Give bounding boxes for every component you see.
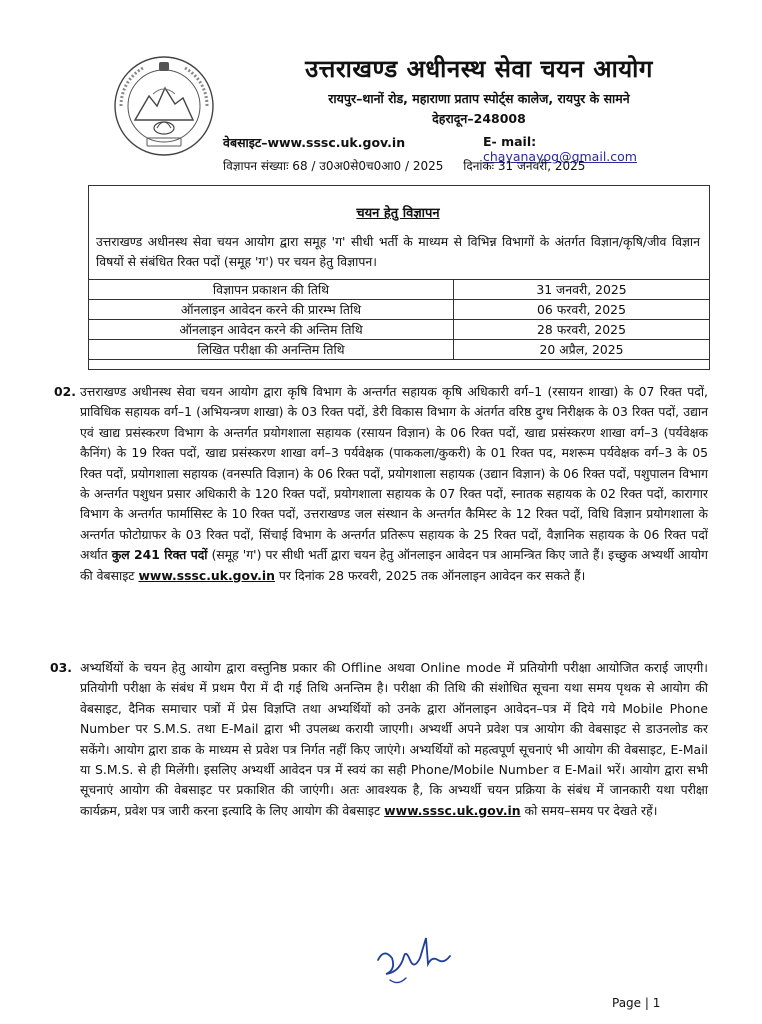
paragraph-02-text-c: पर दिनांक 28 फरवरी, 2025 तक ऑनलाइन आवेदन कर सकते हैं। [274,567,586,583]
important-dates-table [88,279,710,360]
date-value: 31 जनवरी, 2025 [454,280,710,300]
website-link[interactable]: www.sssc.uk.gov.in [384,802,521,818]
page-number: Page | 1 [612,996,661,1010]
address-line-1: रायपुर–थानों रोड, महाराणा प्रताप स्पोर्ट्स कालेज, रायपुर के सामने [328,91,630,106]
date-value: 06 फरवरी, 2025 [454,300,710,320]
paragraph-03-text-a: अभ्यर्थियों के चयन हेतु आयोग द्वारा वस्तुनिष्ठ प्रकार की Offline अथवा Online mode में प्रतियोगी परीक्षा आयोजित कराई जाएगी। प्रतियोगी परीक्षा के संबंध में प्रथम पैरा में दी गई तिथि अनन्तिम है। परीक्षा की तिथि की संशोधित सूचना यथा समय पृथक से आयोग की वेबसाइट, दैनिक समाचार पत्रों में प्रेस विज्ञप्ति तथा अभ्यर्थियों को उनके द्वारा ऑनलाइन आवेदन–पत्र में दिये गये Mobile Phone Number पर S.M.S. तथा E-Mail द्वारा भी उपलब्ध करायी जाएगी। अभ्यर्थी अपने प्रवेश पत्र आयोग की वेबसाइट से डाउनलोड कर सकेंगे। आयोग द्वारा डाक के माध्यम से प्रवेश पत्र निर्गत नहीं किए जाएंगे। अभ्यर्थियों को महत्वपूर्ण सूचनाएं भी आयोग की वेबसाइट, E-Mail या S.M.S. से ही मिलेंगी। इसलिए अभ्यर्थी आवेदन पत्र में स्वयं का सही Phone/Mobile Number व E-Mail भरें। आयोग द्वारा सभी सूचनाएं आयोग की वेबसाइट पर प्रकाशित की जाएंगी। अतः आवश्यक है, कि अभ्यर्थी चयन प्रक्रिया के संबंध में जानकारी यथा परीक्षा कार्यक्रम, प्रवेश पत्र जारी करना इत्यादि के लिए आयोग की वेबसाइट [80,660,708,818]
signature-icon [370,930,460,990]
email-prefix: E- mail: [483,134,537,149]
paragraph-02-text-a: उत्तराखण्ड अधीनस्थ सेवा चयन आयोग द्वारा कृषि विभाग के अन्तर्गत सहायक कृषि अधिकारी वर्ग–1 (रसायन शाखा) के 07 रिक्त पदों, प्राविधिक सहायक वर्ग–1 (अभियन्त्रण शाखा) के 03 रिक्त पदों, डेरी विकास विभाग के अंतर्गत वरिष्ठ दुग्ध निरीक्षक के 03 रिक्त पदों, उद्यान एवं खाद्य प्रसंस्करण विभाग के अन्तर्गत प्रयोगशाला सहायक (रसायन विज्ञान) के 06 रिक्त पदों, खाद्य प्रसंस्करण शाखा वर्ग–3 (पर्यवेक्षक कैनिंग) के 19 रिक्त पदों, खाद्य प्रसंस्करण शाखा वर्ग–3 पर्यवेक्षक (पाककला/कुकरी) के 01 रिक्त पद, मशरूम पर्यवेक्षक वर्ग–3 के 05 रिक्त पदों, प्रयोगशाला सहायक (वनस्पति विज्ञान) के 06 रिक्त पदों, प्रयोगशाला सहायक (उद्यान विज्ञान) के 06 रिक्त पदों, पशुपालन विभाग के अन्तर्गत पशुधन प्रसार अधिकारी के 120 रिक्त पदों, प्रयोगशाला सहायक के 07 रिक्त पदों, स्नातक सहायक के 02 रिक्त पदों, कारागार विभाग के अन्तर्गत फार्मासिस्ट के 10 रिक्त पदों, उत्तराखण्ड जल संस्थान के अन्तर्गत कैमिस्ट के 12 रिक्त पदों, विधि विज्ञान प्रयोगशाला के अन्तर्गत फोटोग्राफर के 03 रिक्त पदों, सिंचाई विभाग के अन्तर्गत प्रतिरूप सहायक के 25 रिक्त पदों, वैज्ञानिक सहायक के 06 रिक्त पदों अर्थात [80,384,708,563]
vacancy-total: कुल 241 रिक्त पदों [111,547,208,563]
advertisement-number: विज्ञापन संख्याः 68 / उ0अ0से0च0आ0 / 2025 [223,159,444,173]
paragraph-02 [80,382,708,586]
paragraph-number-02: 02. [54,384,76,399]
date-label: लिखित परीक्षा की अनन्तिम तिथि [89,340,454,360]
address-line-2: देहरादून–248008 [432,111,526,126]
website-link[interactable]: www.sssc.uk.gov.in [138,567,275,583]
organisation-title: उत्तराखण्ड अधीनस्थ सेवा चयन आयोग [305,55,653,83]
advertisement-number-line [223,157,703,174]
table-row [89,320,710,340]
paragraph-02-text-b: (समूह 'ग') पर सीधी भर्ती द्वारा चयन हेतु ऑनलाइन आवेदन पत्र आमन्त्रित किए जाते हैं। इच्छुक अभ्यर्थी आयोग की वेबसाइट [80,547,709,583]
paragraph-03 [80,658,708,821]
paragraph-number-03: 03. [50,660,72,675]
date-value: 20 अप्रैल, 2025 [454,340,710,360]
date-label: ऑनलाइन आवेदन करने की अन्तिम तिथि [89,320,454,340]
notice-heading-text: चयन हेतु विज्ञापन [356,206,440,221]
table-row [89,280,710,300]
paragraph-03-text-b: को समय–समय पर देखते रहें। [520,802,658,818]
date-label: ऑनलाइन आवेदन करने की प्रारम्भ तिथि [89,300,454,320]
email-link[interactable]: chayanayog@gmail.com [483,149,637,164]
notice-heading [88,203,708,221]
advertisement-date: दिनांकः 31 जनवरी, 2025 [463,159,586,173]
table-row [89,300,710,320]
notice-intro: उत्तराखण्ड अधीनस्थ सेवा चयन आयोग द्वारा समूह 'ग' सीधी भर्ती के माध्यम से विभिन्न विभागों के अंतर्गत विज्ञान/कृषि/जीव विज्ञान विषयों से संबंधित रिक्त पदों (समूह 'ग') पर चयन हेतु विज्ञापन। [96,234,700,269]
table-row [89,340,710,360]
date-value: 28 फरवरी, 2025 [454,320,710,340]
date-label: विज्ञापन प्रकाशन की तिथि [89,280,454,300]
website-label[interactable]: वेबसाइट–www.sssc.uk.gov.in [223,135,406,150]
commission-seal-icon [113,54,215,158]
